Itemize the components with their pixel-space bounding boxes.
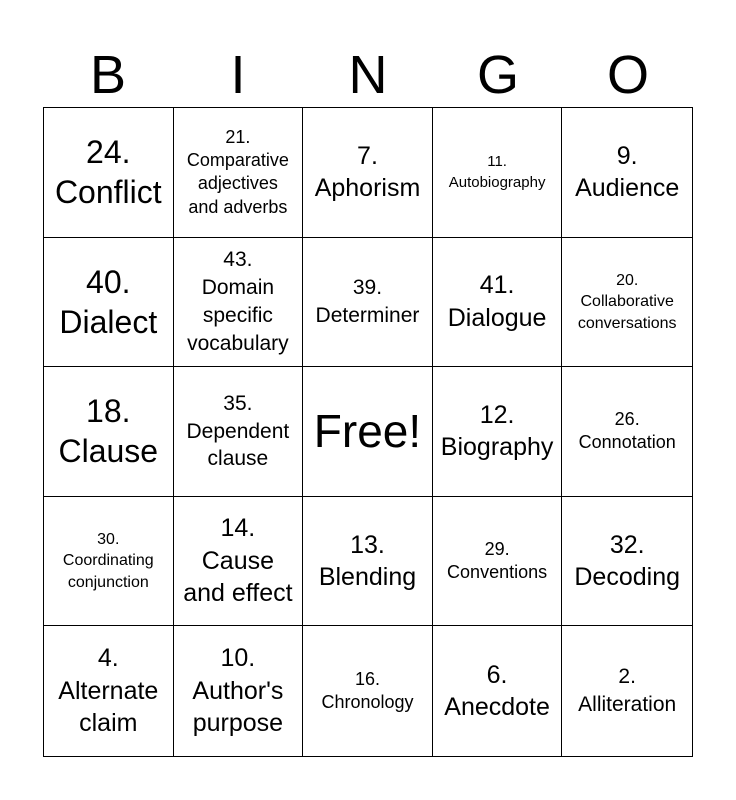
header-letter-o: O [606, 45, 649, 105]
cell-text: 29. Conventions [447, 538, 548, 583]
cell-text: 24. Conflict [54, 134, 162, 211]
cell-text: 14. Cause and effect [183, 514, 293, 608]
bingo-cell[interactable] [433, 497, 563, 627]
bingo-cell[interactable] [174, 367, 304, 497]
cell-text: 39. Determiner [315, 276, 420, 327]
bingo-cell[interactable] [303, 497, 433, 627]
bingo-cell[interactable] [44, 108, 174, 238]
bingo-cell[interactable] [174, 626, 304, 756]
bingo-cell[interactable] [44, 626, 174, 756]
cell-text: 30. Coordinating conjunction [62, 530, 154, 591]
bingo-cell[interactable] [303, 238, 433, 368]
cell-text: 35. Dependent clause [186, 391, 290, 471]
bingo-cell[interactable] [562, 108, 692, 238]
bingo-cell[interactable] [433, 626, 563, 756]
header-letter-i: I [230, 45, 246, 105]
cell-text: 2. Alliteration [578, 665, 677, 717]
bingo-header [43, 44, 693, 106]
free-space-text: Free! [313, 405, 422, 458]
header-letter-b: B [89, 45, 127, 105]
bingo-cell[interactable] [303, 626, 433, 756]
bingo-cell[interactable] [433, 238, 563, 368]
cell-text: 43. Domain specific vocabulary [187, 248, 289, 355]
cell-text: 40. Dialect [59, 263, 158, 340]
bingo-cell[interactable] [433, 367, 563, 497]
cell-text: 6. Anecdote [444, 660, 550, 722]
bingo-cell[interactable] [44, 497, 174, 627]
cell-text: 41. Dialogue [447, 271, 547, 332]
bingo-cell[interactable] [562, 626, 692, 756]
bingo-cell[interactable] [174, 238, 304, 368]
bingo-cell[interactable] [174, 108, 304, 238]
cell-text: 9. Audience [575, 141, 680, 203]
bingo-cell[interactable] [44, 238, 174, 368]
cell-text: 32. Decoding [574, 530, 681, 592]
bingo-board [43, 107, 693, 757]
cell-text: 7. Aphorism [314, 141, 421, 203]
cell-text: 13. Blending [318, 530, 417, 592]
cell-text: 20. Collaborative conversations [577, 271, 677, 332]
cell-text: 26. Connotation [578, 409, 676, 453]
cell-text: 4. Alternate claim [58, 644, 159, 738]
free-cell[interactable] [303, 367, 433, 497]
bingo-cell[interactable] [562, 367, 692, 497]
cell-text: 11. Autobiography [448, 153, 546, 192]
bingo-cell[interactable] [433, 108, 563, 238]
bingo-cell[interactable] [174, 497, 304, 627]
bingo-cell[interactable] [303, 108, 433, 238]
cell-text: 18. Clause [58, 393, 159, 470]
bingo-cell[interactable] [562, 238, 692, 368]
cell-text: 10. Author's purpose [192, 644, 284, 738]
header-letter-n: N [348, 45, 388, 105]
cell-text: 16. Chronology [321, 668, 414, 713]
header-letter-g: G [476, 45, 519, 105]
bingo-cell[interactable] [44, 367, 174, 497]
cell-text: 21. Comparative adjectives and adverbs [186, 126, 289, 217]
bingo-cell[interactable] [562, 497, 692, 627]
cell-text: 12. Biography [440, 400, 554, 462]
